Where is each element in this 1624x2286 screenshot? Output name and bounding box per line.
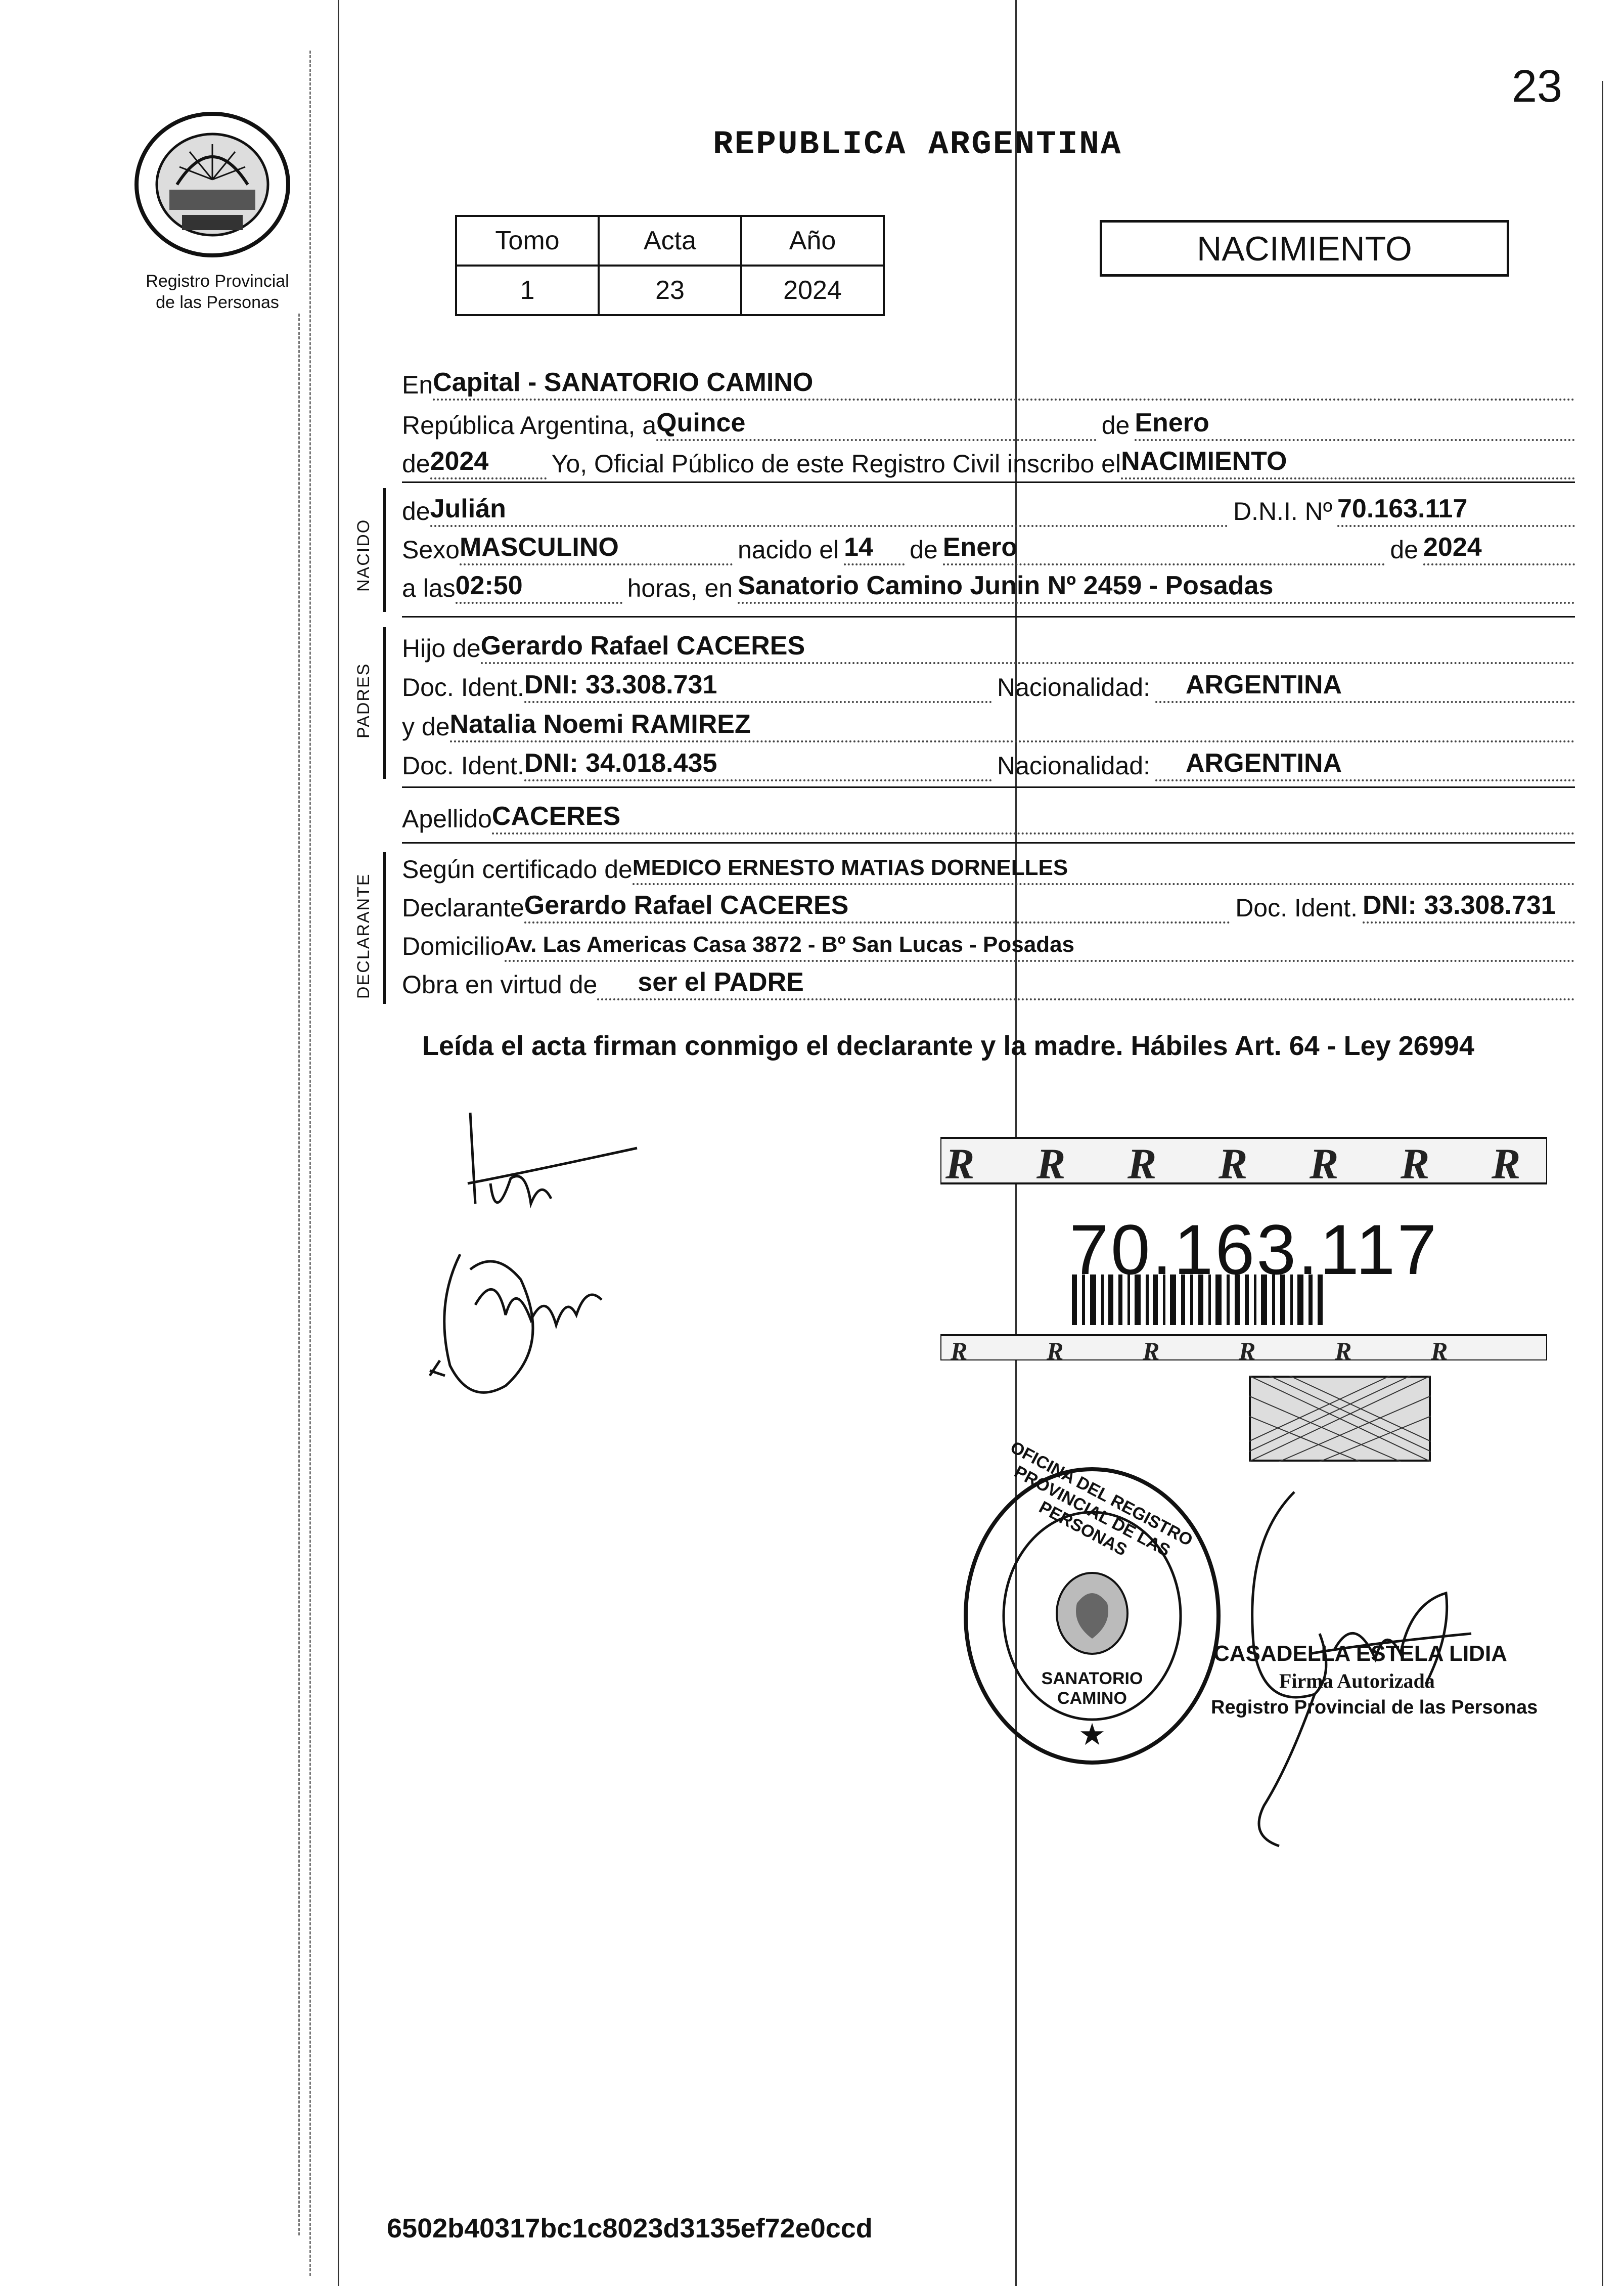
document-title: REPUBLICA ARGENTINA — [713, 125, 1122, 163]
act-type-box: NACIMIENTO — [1100, 220, 1509, 277]
line-apellido — [402, 799, 1575, 834]
rule-4 — [402, 842, 1575, 844]
page-number: 23 — [1512, 61, 1563, 112]
mother-nat-value: ARGENTINA — [1186, 749, 1342, 778]
nacido-bar — [383, 488, 386, 612]
document-hash: 6502b40317bc1c8023d3135ef72e0ccd — [387, 2213, 873, 2244]
stamp-dni-number: 70.163.117 — [1069, 1210, 1439, 1289]
decl-doc-value: DNI: 33.308.731 — [1363, 891, 1556, 920]
de-label-2: de — [910, 536, 938, 564]
apellido-value: CACERES — [491, 802, 621, 831]
y-de-label: y de — [402, 713, 450, 741]
dni-value: 70.163.117 — [1337, 494, 1468, 523]
registry-label — [124, 271, 311, 313]
decl-value: Gerardo Rafael CACERES — [524, 891, 849, 920]
line-declarante — [402, 888, 1575, 924]
svg-text:R: R — [1310, 1139, 1339, 1188]
registry-line-2: de las Personas — [156, 293, 279, 312]
header-anio: Año — [741, 216, 884, 266]
de-nombre-label: de — [402, 497, 430, 525]
svg-text:R: R — [1492, 1139, 1521, 1188]
de-label: de — [1101, 411, 1130, 439]
declarante-bar — [383, 852, 386, 1004]
official-role: Firma Autorizada — [1279, 1669, 1435, 1692]
svg-text:R: R — [1047, 1337, 1064, 1360]
svg-text:R: R — [1335, 1337, 1352, 1360]
month-value: Enero — [1135, 408, 1209, 437]
line-padre — [402, 629, 1575, 664]
line-en — [402, 365, 1575, 401]
birth-day-value: 14 — [844, 533, 873, 562]
line-obra — [402, 965, 1575, 1000]
svg-text:R: R — [1143, 1337, 1160, 1360]
birth-month-value: Enero — [942, 533, 1018, 562]
en-label: En — [402, 371, 433, 399]
father-nat-label: Nacionalidad: — [997, 673, 1150, 701]
svg-text:R: R — [1219, 1139, 1248, 1188]
seal-ring-text: OFICINA DEL REGISTRO PROVINCIAL DE LAS PERSONAS — [1007, 1437, 1196, 1561]
official-org: Registro Provincial de las Personas — [1211, 1697, 1538, 1718]
decl-label: Declarante — [402, 894, 524, 922]
rule-3 — [402, 786, 1575, 788]
line-padre-doc — [402, 668, 1575, 703]
line-nombre — [402, 492, 1575, 527]
rule-1 — [402, 481, 1575, 483]
nacido-el-label: nacido el — [737, 536, 839, 564]
mother-doc-value: DNI: 34.018.435 — [524, 749, 717, 778]
birth-year-value: 2024 — [1423, 533, 1482, 562]
padres-bar — [383, 627, 386, 779]
declarant-signature — [420, 1103, 657, 1416]
decl-doc-label: Doc. Ident. — [1235, 894, 1358, 922]
obra-label: Obra en virtud de — [402, 971, 598, 999]
province-logo — [129, 109, 296, 260]
margin-rule-left — [338, 0, 339, 2286]
act-table — [455, 215, 885, 316]
sexo-label: Sexo — [402, 536, 460, 564]
svg-text:R: R — [1431, 1337, 1448, 1360]
declarante-label: DECLARANTE — [354, 873, 373, 999]
registry-seal — [956, 1437, 1229, 1770]
registry-line-1: Registro Provincial — [146, 272, 289, 291]
de-label-3: de — [1390, 536, 1418, 564]
republica-label: República Argentina, a — [402, 411, 657, 439]
seal-inner-text: SANATORIO CAMINO — [1041, 1669, 1143, 1708]
domicilio-value: Av. Las Americas Casa 3872 - Bº San Lucas - Posadas — [504, 932, 1075, 957]
line-certificado — [402, 850, 1575, 885]
svg-text:R: R — [1239, 1337, 1256, 1360]
header-tomo: Tomo — [456, 216, 599, 266]
closing-text: Leída el acta firman conmigo el declarante y la madre. Hábiles Art. 64 - Ley 26994 — [422, 1031, 1474, 1061]
margin-rule-right — [1602, 81, 1603, 2286]
horas-label: horas, en — [627, 574, 733, 602]
binding-dash-1 — [309, 51, 311, 2276]
value-anio: 2024 — [741, 266, 884, 315]
svg-text:R: R — [1127, 1139, 1157, 1188]
svg-text:R: R — [1036, 1139, 1066, 1188]
day-value: Quince — [656, 408, 746, 437]
nacido-label: NACIDO — [354, 518, 373, 592]
value-acta: 23 — [599, 266, 741, 315]
hologram-seal — [1249, 1376, 1431, 1462]
line-anio — [402, 444, 1575, 479]
de2-label: de — [402, 450, 430, 478]
line-madre — [402, 707, 1575, 742]
rule-2 — [402, 616, 1575, 618]
hijo-label: Hijo de — [402, 634, 481, 663]
line-domicilio — [402, 927, 1575, 962]
mother-value: Natalia Noemi RAMIREZ — [449, 710, 751, 739]
year-value: 2024 — [430, 447, 489, 476]
official-name: CASADELLA ESTELA LIDIA — [1213, 1641, 1507, 1666]
header-acta: Acta — [599, 216, 741, 266]
dom-label: Domicilio — [402, 932, 505, 960]
line-sexo — [402, 530, 1575, 565]
mother-nat-label: Nacionalidad: — [997, 752, 1150, 780]
birth-place-value: Sanatorio Camino Junin Nº 2459 - Posadas — [738, 571, 1274, 600]
father-nat-value: ARGENTINA — [1186, 670, 1342, 699]
a-las-label: a las — [402, 574, 456, 602]
svg-text:R: R — [1401, 1139, 1430, 1188]
line-madre-doc — [402, 746, 1575, 781]
time-value: 02:50 — [455, 571, 523, 600]
dni-label: D.N.I. Nº — [1233, 497, 1332, 525]
binding-dash-2 — [298, 314, 300, 2235]
obra-value: ser el PADRE — [638, 968, 804, 997]
place-value: Capital - SANATORIO CAMINO — [433, 368, 814, 397]
father-doc-label: Doc. Ident. — [402, 673, 524, 701]
registra-text: Yo, Oficial Público de este Registro Civil inscribo el — [551, 450, 1121, 478]
name-value: Julián — [430, 494, 506, 523]
value-tomo: 1 — [456, 266, 599, 315]
inscribe-value: NACIMIENTO — [1121, 447, 1287, 476]
svg-text:R: R — [951, 1337, 968, 1360]
mother-doc-label: Doc. Ident. — [402, 752, 524, 780]
svg-text:R: R — [945, 1139, 975, 1188]
cert-label: Según certificado de — [402, 855, 633, 884]
padres-label: PADRES — [354, 663, 373, 738]
line-republica — [402, 406, 1575, 441]
cert-value: MEDICO ERNESTO MATIAS DORNELLES — [632, 855, 1068, 880]
father-value: Gerardo Rafael CACERES — [480, 631, 805, 661]
line-hora — [402, 568, 1575, 604]
father-doc-value: DNI: 33.308.731 — [524, 670, 717, 699]
sexo-value: MASCULINO — [459, 533, 619, 562]
apellido-label: Apellido — [402, 805, 492, 833]
svg-text:★: ★ — [1078, 1718, 1106, 1751]
official-signature — [1234, 1482, 1486, 1851]
